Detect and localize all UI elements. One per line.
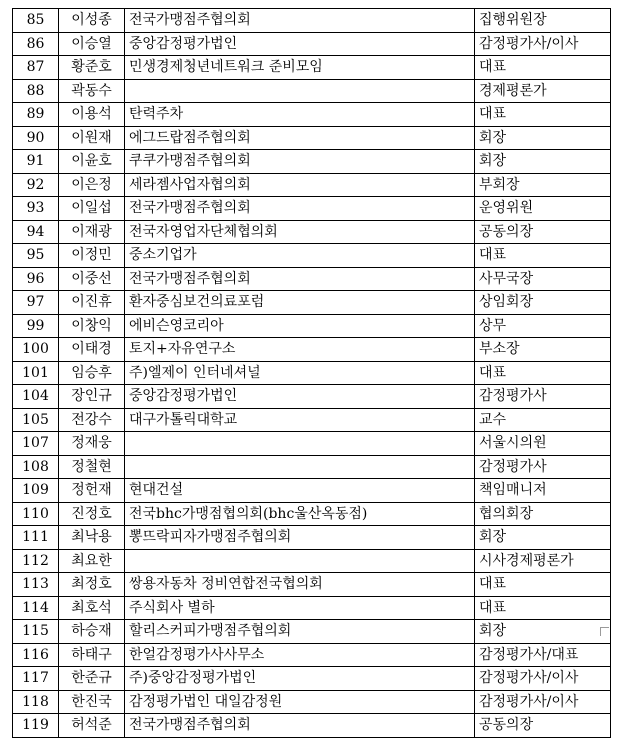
organization-cell: [125, 79, 475, 103]
member-name-cell: 이원재: [59, 126, 125, 150]
organization-cell: 환자중심보건의료포럼: [125, 291, 475, 315]
row-number-cell: 105: [13, 408, 59, 432]
table-row: [13, 150, 611, 174]
member-name-cell: 최요한: [59, 549, 125, 573]
member-name-cell: 정헌재: [59, 479, 125, 503]
row-number-cell: 99: [13, 314, 59, 338]
row-number-cell: 92: [13, 173, 59, 197]
organization-cell: 감정평가법인 대일감정원: [125, 690, 475, 714]
position-cell: 회장: [475, 126, 611, 150]
position-cell: 감정평가사: [475, 385, 611, 409]
table-row: [13, 432, 611, 456]
row-number-cell: 112: [13, 549, 59, 573]
row-number-cell: 85: [13, 9, 59, 33]
position-cell: 협의회장: [475, 502, 611, 526]
row-number-cell: 104: [13, 385, 59, 409]
position-cell: 경제평론가: [475, 79, 611, 103]
member-name-cell: 하태구: [59, 643, 125, 667]
position-cell: 감정평가사: [475, 455, 611, 479]
table-row: [13, 220, 611, 244]
organization-cell: [125, 549, 475, 573]
position-cell: 교수: [475, 408, 611, 432]
row-number-cell: 89: [13, 103, 59, 127]
organization-cell: 전국가맹점주협의회: [125, 714, 475, 738]
row-number-cell: 116: [13, 643, 59, 667]
organization-cell: 전국가맹점주협의회: [125, 9, 475, 33]
table-row: [13, 596, 611, 620]
position-cell: 감정평가사/이사: [475, 690, 611, 714]
position-cell: 서울시의원: [475, 432, 611, 456]
row-number-cell: 86: [13, 32, 59, 56]
position-cell: 사무국장: [475, 267, 611, 291]
organization-cell: 탄력주차: [125, 103, 475, 127]
member-name-cell: 이창익: [59, 314, 125, 338]
member-name-cell: 한진국: [59, 690, 125, 714]
table-row: [13, 385, 611, 409]
member-name-cell: 하승재: [59, 620, 125, 644]
member-name-cell: 곽동수: [59, 79, 125, 103]
member-name-cell: 최호석: [59, 596, 125, 620]
row-number-cell: 111: [13, 526, 59, 550]
table-row: [13, 32, 611, 56]
row-number-cell: 91: [13, 150, 59, 174]
table-row: [13, 197, 611, 221]
table-row: [13, 56, 611, 80]
table-row: [13, 244, 611, 268]
position-cell: 대표: [475, 596, 611, 620]
position-cell: 감정평가사/이사: [475, 32, 611, 56]
position-cell: 대표: [475, 56, 611, 80]
table-row: [13, 643, 611, 667]
member-name-cell: 임승후: [59, 361, 125, 385]
member-name-cell: 최정호: [59, 573, 125, 597]
row-number-cell: 114: [13, 596, 59, 620]
position-cell: 상무: [475, 314, 611, 338]
member-roster-table: [12, 8, 611, 738]
table-row: [13, 9, 611, 33]
member-name-cell: 최낙용: [59, 526, 125, 550]
table-row: [13, 573, 611, 597]
organization-cell: 쌍용자동차 정비연합전국협의회: [125, 573, 475, 597]
table-row: [13, 667, 611, 691]
member-name-cell: 이태경: [59, 338, 125, 362]
table-row: [13, 291, 611, 315]
table-row: [13, 361, 611, 385]
position-cell: 부회장: [475, 173, 611, 197]
row-number-cell: 119: [13, 714, 59, 738]
member-name-cell: 이용석: [59, 103, 125, 127]
position-cell: 회장: [475, 526, 611, 550]
member-name-cell: 허석준: [59, 714, 125, 738]
organization-cell: 대구가톨릭대학교: [125, 408, 475, 432]
member-name-cell: 이일섭: [59, 197, 125, 221]
organization-cell: 뽕뜨락피자가맹점주협의회: [125, 526, 475, 550]
organization-cell: 현대건설: [125, 479, 475, 503]
organization-cell: [125, 432, 475, 456]
table-row: [13, 267, 611, 291]
table-row: [13, 126, 611, 150]
organization-cell: 에비슨영코리아: [125, 314, 475, 338]
organization-cell: 중앙감정평가법인: [125, 32, 475, 56]
row-number-cell: 97: [13, 291, 59, 315]
organization-cell: 중앙감정평가법인: [125, 385, 475, 409]
roster-table-body: [13, 9, 611, 738]
member-name-cell: 황준호: [59, 56, 125, 80]
row-number-cell: 87: [13, 56, 59, 80]
page-corner-marker: [600, 627, 609, 636]
table-row: [13, 79, 611, 103]
row-number-cell: 93: [13, 197, 59, 221]
organization-cell: 주)중앙감정평가법인: [125, 667, 475, 691]
row-number-cell: 94: [13, 220, 59, 244]
position-cell: 대표: [475, 573, 611, 597]
position-cell: 대표: [475, 244, 611, 268]
organization-cell: 주)엘제이 인터네셔널: [125, 361, 475, 385]
table-row: [13, 314, 611, 338]
position-cell: 공동의장: [475, 220, 611, 244]
position-cell: 집행위원장: [475, 9, 611, 33]
organization-cell: 에그드랍점주협의회: [125, 126, 475, 150]
member-name-cell: 이윤호: [59, 150, 125, 174]
table-row: [13, 526, 611, 550]
position-cell: 부소장: [475, 338, 611, 362]
member-name-cell: 진정호: [59, 502, 125, 526]
organization-cell: 전국자영업자단체협의회: [125, 220, 475, 244]
table-row: [13, 620, 611, 644]
row-number-cell: 96: [13, 267, 59, 291]
member-name-cell: 한준규: [59, 667, 125, 691]
table-row: [13, 479, 611, 503]
organization-cell: 전국가맹점주협의회: [125, 267, 475, 291]
member-name-cell: 이성종: [59, 9, 125, 33]
organization-cell: [125, 455, 475, 479]
row-number-cell: 110: [13, 502, 59, 526]
organization-cell: 주식회사 별하: [125, 596, 475, 620]
row-number-cell: 115: [13, 620, 59, 644]
table-row: [13, 173, 611, 197]
row-number-cell: 107: [13, 432, 59, 456]
table-row: [13, 690, 611, 714]
position-cell: 회장: [475, 150, 611, 174]
organization-cell: 쿠쿠가맹점주협의회: [125, 150, 475, 174]
member-name-cell: 이정민: [59, 244, 125, 268]
organization-cell: 민생경제청년네트워크 준비모임: [125, 56, 475, 80]
organization-cell: 토지+자유연구소: [125, 338, 475, 362]
table-row: [13, 408, 611, 432]
row-number-cell: 101: [13, 361, 59, 385]
organization-cell: 전국가맹점주협의회: [125, 197, 475, 221]
row-number-cell: 118: [13, 690, 59, 714]
row-number-cell: 95: [13, 244, 59, 268]
member-name-cell: 이중선: [59, 267, 125, 291]
row-number-cell: 113: [13, 573, 59, 597]
table-row: [13, 338, 611, 362]
position-cell: 대표: [475, 103, 611, 127]
table-row: [13, 502, 611, 526]
position-cell: 회장: [475, 620, 611, 644]
organization-cell: 한얼감정평가사사무소: [125, 643, 475, 667]
organization-cell: 할리스커피가맹점주협의회: [125, 620, 475, 644]
organization-cell: 중소기업가: [125, 244, 475, 268]
position-cell: 상임회장: [475, 291, 611, 315]
position-cell: 운영위원: [475, 197, 611, 221]
row-number-cell: 109: [13, 479, 59, 503]
table-row: [13, 714, 611, 738]
member-name-cell: 정철현: [59, 455, 125, 479]
position-cell: 감정평가사/대표: [475, 643, 611, 667]
member-name-cell: 장인규: [59, 385, 125, 409]
row-number-cell: 108: [13, 455, 59, 479]
row-number-cell: 117: [13, 667, 59, 691]
row-number-cell: 100: [13, 338, 59, 362]
row-number-cell: 88: [13, 79, 59, 103]
position-cell: 책임매니저: [475, 479, 611, 503]
table-row: [13, 455, 611, 479]
position-cell: 감정평가사/이사: [475, 667, 611, 691]
row-number-cell: 90: [13, 126, 59, 150]
position-cell: 대표: [475, 361, 611, 385]
organization-cell: 세라젬사업자협의회: [125, 173, 475, 197]
position-cell: 공동의장: [475, 714, 611, 738]
position-cell: 시사경제평론가: [475, 549, 611, 573]
member-name-cell: 정재웅: [59, 432, 125, 456]
organization-cell: 전국bhc가맹점협의회(bhc울산옥동점): [125, 502, 475, 526]
member-name-cell: 이은정: [59, 173, 125, 197]
table-row: [13, 549, 611, 573]
table-row: [13, 103, 611, 127]
member-name-cell: 이진휴: [59, 291, 125, 315]
member-name-cell: 이승열: [59, 32, 125, 56]
member-name-cell: 전강수: [59, 408, 125, 432]
member-name-cell: 이재광: [59, 220, 125, 244]
